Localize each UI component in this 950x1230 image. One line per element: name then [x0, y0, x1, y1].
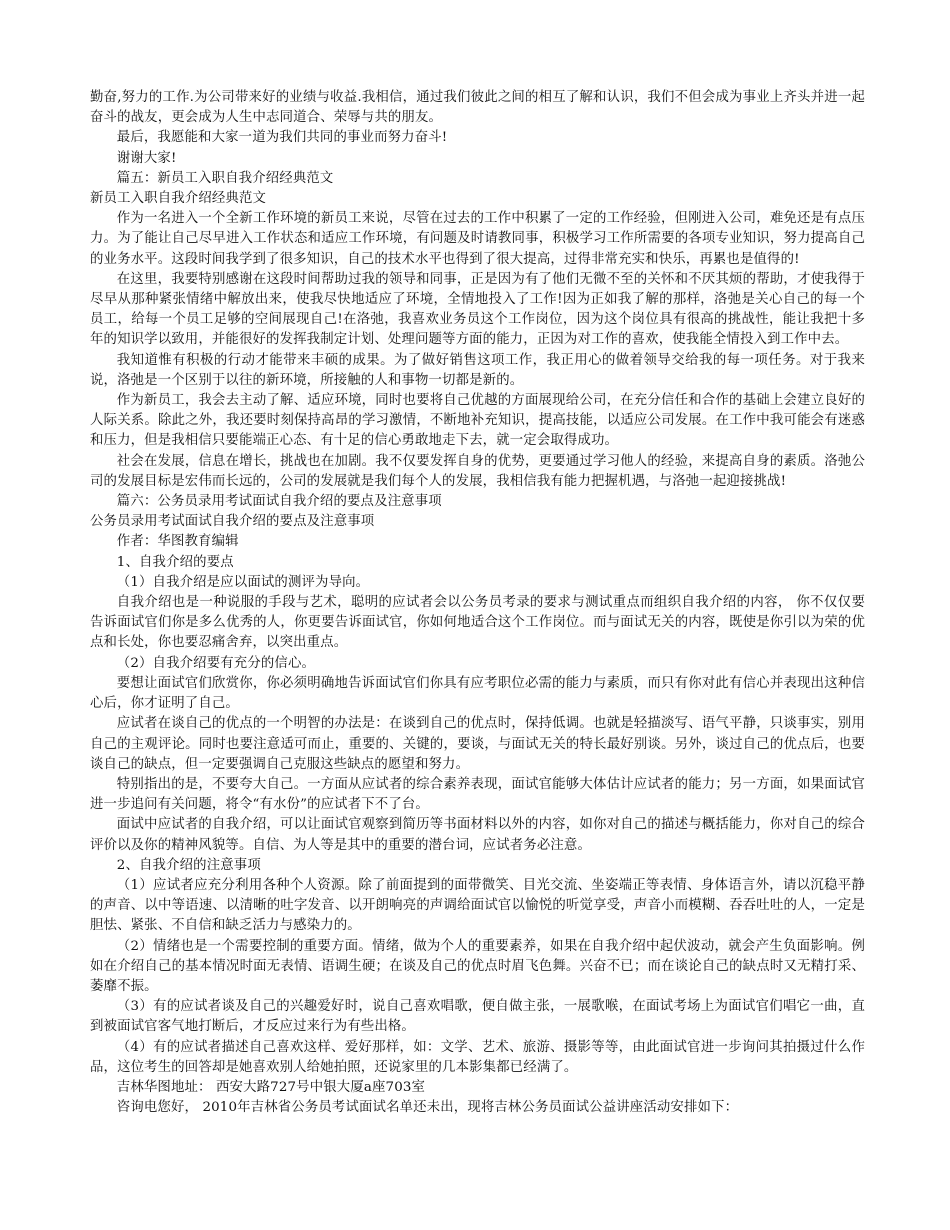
- list-item: （1）应试者应充分利用各种个人资源。除了前面提到的面带微笑、目光交流、坐姿端正等表情、身体语言外，请以沉稳平静的声音、以中等语速、以清晰的吐字发音、以开朗响亮的声调给面试官以愉悦的听觉享受，声音小而模糊、吞吞吐吐的人，一定是胆怯、紧张、不自信和缺乏活力与感染力的。: [90, 877, 865, 934]
- paragraph: 面试中应试者的自我介绍，可以让面试官观察到简历等书面材料以外的内容，如你对自己的描述与概括能力，你对自己的综合评价以及你的精神风貌等。自信、为人等是其中的重要的潜台词，应试者务必注意。: [90, 817, 865, 853]
- subheading: 1、自我介绍的要点: [116, 554, 234, 570]
- paragraph-closing-continuation: 勤奋,努力的工作.为公司带来好的业绩与收益.我相信，通过我们彼此之间的相互了解和认识，我们不但会成为事业上齐头并进一起奋斗的战友，更会成为人生中志同道合、荣辱与共的朋友。: [90, 90, 865, 126]
- list-item: （4）有的应试者描述自己喜欢这样、爱好那样，如：文学、艺术、旅游、摄影等等，由此面试官进一步询问其拍摄过什么作品，这位考生的回答却是她喜欢别人给她拍照，还说家里的几本影集都已经满了。: [90, 1039, 865, 1075]
- section-heading-6: 篇六：公务员录用考试面试自我介绍的要点及注意事项: [116, 494, 442, 510]
- paragraph: 我知道惟有积极的行动才能带来丰硕的成果。为了做好销售这项工作，我正用心的做着领导交给我的每一项任务。对于我来说，洛弛是一个区别于以往的新环境，所接触的人和事物一切都是新的。: [90, 352, 865, 388]
- paragraph-closing-wish: 最后，我愿能和大家一道为我们共同的事业而努力奋斗!: [116, 130, 448, 146]
- paragraph: 应试者在谈自己的优点的一个明智的办法是：在谈到自己的优点时，保持低调。也就是轻描淡写、语气平静，只谈事实，别用自己的主观评论。同时也要注意适可而止，重要的、关键的，要谈，与面试无关的特长最好别谈。另外，谈过自己的优点后，也要谈自己的缺点，但一定要强调自己克服这些缺点的愿望和努力。: [90, 716, 865, 772]
- subheading: 2、自我介绍的注意事项: [116, 857, 261, 873]
- list-item: （3）有的应试者谈及自己的兴趣爱好时，说自己喜欢唱歌，便自做主张，一展歌喉，在面试考场上为面试官们唱它一曲，直到被面试官客气地打断后，才反应过来行为有些出格。: [90, 999, 865, 1035]
- paragraph: 特别指出的是，不要夸大自己。一方面从应试者的综合素养表现，面试官能够大体估计应试者的能力；另一方面，如果面试官进一步追问有关问题，将令“有水份”的应试者下不了台。: [90, 776, 865, 813]
- document-body: [90, 88, 865, 1118]
- paragraph: 作为一名进入一个全新工作环境的新员工来说，尽管在过去的工作中积累了一定的工作经验，但刚进入公司，难免还是有点压力。为了能让自己尽早进入工作状态和适应工作环境，有问题及时请教同事，积极学习工作所需要的各项专业知识，努力提高自己的业务水平。这段时间我学到了很多知识，自己的技术水平也得到了很大提高，过得非常充实和快乐，再累也是值得的!: [90, 211, 865, 267]
- paragraph: 在这里，我要特别感谢在这段时间帮助过我的领导和同事，正是因为有了他们无微不至的关怀和不厌其烦的帮助，才使我得于尽早从那种紧张情绪中解放出来，使我尽快地适应了环境，全情地投入了工作!因为正如我了解的那样，洛弛是关心自己的每一个员工，给每一个员工足够的空间展现自己!在洛弛，我喜欢业务员这个工作岗位，因为这个岗位具有很高的挑战性，能让我把十多年的知识学以致用，并能很好的发挥我制定计划、处理问题等方面的能力，正因为对工作的喜欢，使我能全情投入到工作中去。: [90, 271, 865, 348]
- section-title-6: 公务员录用考试面试自我介绍的要点及注意事项: [90, 514, 375, 530]
- paragraph: 社会在发展，信息在增长，挑战也在加剧。我不仅要发挥自身的优势，更要通过学习他人的经验，来提高自身的素质。洛弛公司的发展目标是宏伟而长远的，公司的发展就是我们每个人的发展，我相信我有能力把握机遇，与洛弛一起迎接挑战!: [90, 453, 865, 489]
- list-item-heading: （2）自我介绍要有充分的信心。: [116, 655, 316, 671]
- list-item: （2）情绪也是一个需要控制的重要方面。情绪，做为个人的重要素养，如果在自我介绍中起伏波动，就会产生负面影响。例如在介绍自己的基本情况时面无表情、语调生硬；在谈及自己的优点时眉飞色舞。兴奋不已；而在谈论自己的缺点时又无精打采、萎靡不振。: [90, 938, 865, 994]
- paragraph-thanks: 谢谢大家!: [116, 150, 177, 166]
- author-line: 作者：华图教育编辑: [116, 534, 239, 550]
- section-heading-5: 篇五：新员工入职自我介绍经典范文: [116, 170, 334, 186]
- list-item-heading: （1）自我介绍是应以面试的测评为导向。: [116, 574, 370, 590]
- paragraph: 自我介绍也是一种说服的手段与艺术，聪明的应试者会以公务员考录的要求与测试重点而组织自我介绍的内容， 你不仅仅要告诉面试官们你是多么优秀的人，你更要告诉面试官，你如何地适合这个工作岗位。而与面试无关的内容，既使是你引以为荣的优点和长处，你也要忍痛舍弃，以突出重点。: [90, 595, 865, 651]
- section-title-5: 新员工入职自我介绍经典范文: [90, 191, 267, 207]
- paragraph: 要想让面试官们欣赏你，你必须明确地告诉面试官们你具有应考职位必需的能力与素质，而只有你对此有信心并表现出这种信心后，你才证明了自己。: [90, 675, 865, 712]
- paragraph: 作为新员工，我会去主动了解、适应环境，同时也要将自己优越的方面展现给公司，在充分信任和合作的基础上会建立良好的人际关系。除此之外，我还要时刻保持高昂的学习激情，不断地补充知识，提高技能，以适应公司发展。在工作中我可能会有迷惑和压力，但是我相信只要能端正心态、有十足的信心勇敢地走下去，就一定会取得成功。: [90, 393, 865, 449]
- paragraph-consultation: 咨询电您好， 2010年吉林省公务员考试面试名单还未出，现将吉林公务员面试公益讲座活动安排如下：: [116, 1100, 739, 1116]
- address-line: 吉林华图地址： 西安大路727号中银大厦a座703室: [116, 1079, 426, 1095]
